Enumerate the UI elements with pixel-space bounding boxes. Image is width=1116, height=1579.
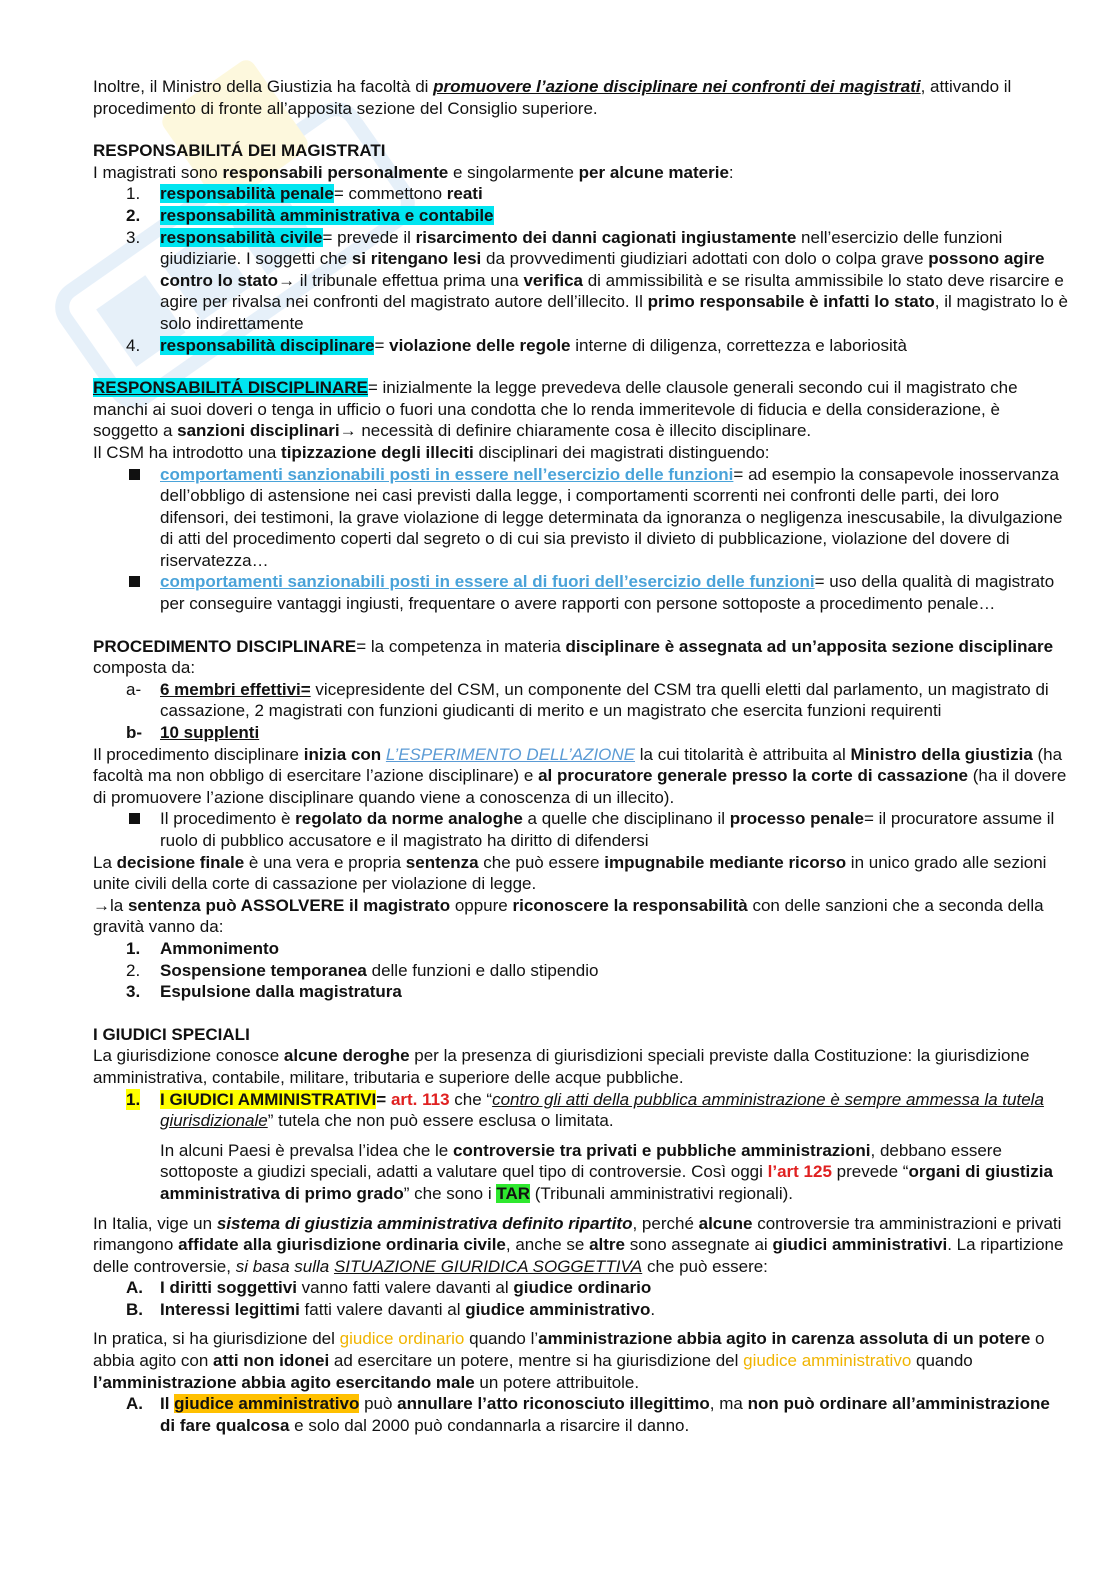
sentenza-paragraph: →la sentenza può ASSOLVERE il magistrato oppure riconoscere la responsabilità con delle sanzioni che a seconda della gravità vanno da: — [93, 895, 1044, 937]
italia-paragraph: In Italia, vige un sistema di giustizia amministrativa definito ripartito, perché alcune controversie tra amministrazioni e privati rimangono affidate alla giurisdizione ordinaria civile, anche se altre sono assegnate ai giudici amministrativi. La ripartizione delle controversie, si basa sulla SITUAZIONE GIURIDICA SOGGETTIVA che può essere: — [93, 1213, 1064, 1276]
link-comportamenti-fuori-esercizio[interactable]: comportamenti sanzionabili posti in essere al di fuori dell’esercizio delle funzioni — [160, 572, 815, 592]
list-item: 1. I GIUDICI AMMINISTRATIVI= art. 113 che “contro gli atti della pubblica amministrazione è sempre ammessa la tutela giurisdizionale” tutela che non può essere esclusa o limitata. — [126, 1089, 1044, 1131]
list-item: B. Interessi legittimi fatti valere davanti al giudice amministrativo. — [126, 1299, 656, 1319]
list-item: 3. responsabilità civile= prevede il risarcimento dei danni cagionati ingiustamente nell’esercizio delle funzioni giudiziarie. I soggetti che si ritengano lesi da provvedimenti giudiziari adottati con dolo o colpa grave possono agire contro lo stato→ il tribunale effettua prima una verifica di ammissibilità e se risulta ammissibile lo stato deve risarcire e agire per rivalsa nei confronti del magistrato autore dell’illecito. Il primo responsabile è infatti lo stato, il magistrato lo è solo indirettamente — [126, 227, 1068, 333]
square-bullet-icon — [129, 469, 140, 480]
pratica-paragraph: In pratica, si ha giurisdizione del giudice ordinario quando l’amministrazione abbia agito in carenza assoluta di un potere o abbia agito con atti non idonei ad esercitare un potere, mentre si ha giurisdizione del giudice amministrativo quando l’amministrazione abbia agito esercitando male un potere attribuitole. — [93, 1329, 1045, 1392]
square-bullet-icon — [129, 813, 140, 824]
square-bullet-icon — [129, 576, 140, 587]
list-item: b- 10 supplenti — [126, 723, 260, 743]
list-item: 1. Ammonimento — [126, 938, 279, 958]
procedimento-inizio-paragraph: Il procedimento disciplinare inizia con L’ESPERIMENTO DELL’AZIONE la cui titolarità è attribuita al Ministro della giustizia (ha facoltà ma non obbligo di esercitare l’azione disciplinare) e al procuratore generale presso la corte di cassazione (ha il dovere di promuovere l’azione disciplinare quando viene a conoscenza di un illecito). — [93, 744, 1067, 807]
list-item: 2. responsabilità amministrativa e contabile — [126, 205, 494, 225]
list-item: a- 6 membri effettivi= vicepresidente del CSM, un componente del CSM tra quelli eletti dal parlamento, un magistrato di cassazione, 2 magistrati con funzioni giudicanti di merito e un magistrato che esercita funzioni requirenti — [126, 679, 1049, 721]
responsabilita-lead: I magistrati sono responsabili personalmente e singolarmente per alcune materie: — [93, 162, 734, 182]
list-item: 1. responsabilità penale= commettono reati — [126, 184, 483, 204]
intro-emphasis: promuovere l’azione disciplinare nei confronti dei magistrati — [433, 77, 921, 96]
list-item: A. I diritti soggettivi vanno fatti valere davanti al giudice ordinario — [126, 1278, 652, 1298]
section-title-giudici-speciali: I GIUDICI SPECIALI — [93, 1024, 250, 1044]
document-page — [93, 76, 1068, 1436]
list-item: comportamenti sanzionabili posti in essere al di fuori dell’esercizio delle funzioni= uso della qualità di magistrato per conseguire vantaggi ingiusti, frequentare o avere rapporti con persone sottoposte a procedimento penale… — [93, 571, 1068, 614]
esperimento-azione-link[interactable]: L’ESPERIMENTO DELL’AZIONE — [385, 744, 636, 764]
list-item: 3. Espulsione dalla magistratura — [126, 982, 402, 1002]
list-item: Il procedimento è regolato da norme analoghe a quelle che disciplinano il processo penale= il procuratore assume il ruolo di pubblico accusatore e il magistrato ha diritto di difendersi — [93, 808, 1068, 851]
link-comportamenti-nell-esercizio[interactable]: comportamenti sanzionabili posti in essere nell’esercizio delle funzioni — [160, 464, 734, 484]
list-item: A. Il giudice amministrativo può annullare l’atto riconosciuto illegittimo, ma non può ordinare all’amministrazione di fare qualcosa e solo dal 2000 può condannarla a risarcire il danno. — [126, 1394, 1050, 1435]
giudici-amministrativi-paragraph: In alcuni Paesi è prevalsa l’idea che le controversie tra privati e pubbliche amministrazioni, debbano essere sottoposte a giudizi speciali, adatti a valutare quel tipo di controversie. Così oggi l’art 125 prevede “organi di giustizia amministrativa di primo grado” che sono i TAR (Tribunali amministrativi regionali). — [160, 1140, 1053, 1203]
giudici-speciali-intro: La giurisdizione conosce alcune deroghe per la presenza di giurisdizioni speciali previste dalla Costituzione: la giurisdizione amministrativa, contabile, militare, tributaria e superiore delle acque pubbliche. — [93, 1046, 1030, 1087]
list-item: comportamenti sanzionabili posti in essere nell’esercizio delle funzioni= ad esempio la consapevole inosservanza dell’obbligo di astensione nei casi previsti dalla legge, i comportamenti scorrenti nei confronti delle parti, dei loro difensori, dei testimoni, la grave violazione di legge determinata da ignoranza o negligenza inescusabile, la divulgazione di atti del procedimento coperti dal segreto o di cui sia previsto il divieto di pubblicazione, violazione del dovere di riservatezza… — [93, 464, 1068, 572]
list-item: 2. Sospensione temporanea delle funzioni e dallo stipendio — [126, 960, 599, 980]
decisione-paragraph: La decisione finale è una vera e propria sentenza che può essere impugnabile mediante ricorso in unico grado alle sezioni unite civili della corte di cassazione per violazione di legge. — [93, 852, 1047, 894]
procedimento-paragraph: PROCEDIMENTO DISCIPLINARE= la competenza in materia disciplinare è assegnata ad un’apposita sezione disciplinare composta da: — [93, 636, 1054, 678]
responsabilita-disciplinare-paragraph: RESPONSABILITÁ DISCIPLINARE= inizialmente la legge prevedeva delle clausole generali secondo cui il magistrato che manchi ai suoi doveri o tenga in ufficio o fuori una condotta che lo renda immeritevole di fiducia e della considerazione, è soggetto a sanzioni disciplinari→ necessità di definire chiaramente cosa è illecito disciplinare. — [93, 378, 1018, 441]
section-title-responsabilita-magistrati: RESPONSABILITÁ DEI MAGISTRATI — [93, 141, 386, 161]
csm-paragraph: Il CSM ha introdotto una tipizzazione degli illeciti disciplinari dei magistrati distinguendo: — [93, 442, 770, 462]
list-item: 4. responsabilità disciplinare= violazione delle regole interne di diligenza, correttezza e laboriosità — [126, 335, 907, 355]
intro-paragraph: Inoltre, il Ministro della Giustizia ha facoltà di promuovere l’azione disciplinare nei confronti dei magistrati, attivando il procedimento di fronte all’apposita sezione del Consiglio superiore. — [93, 77, 1012, 118]
